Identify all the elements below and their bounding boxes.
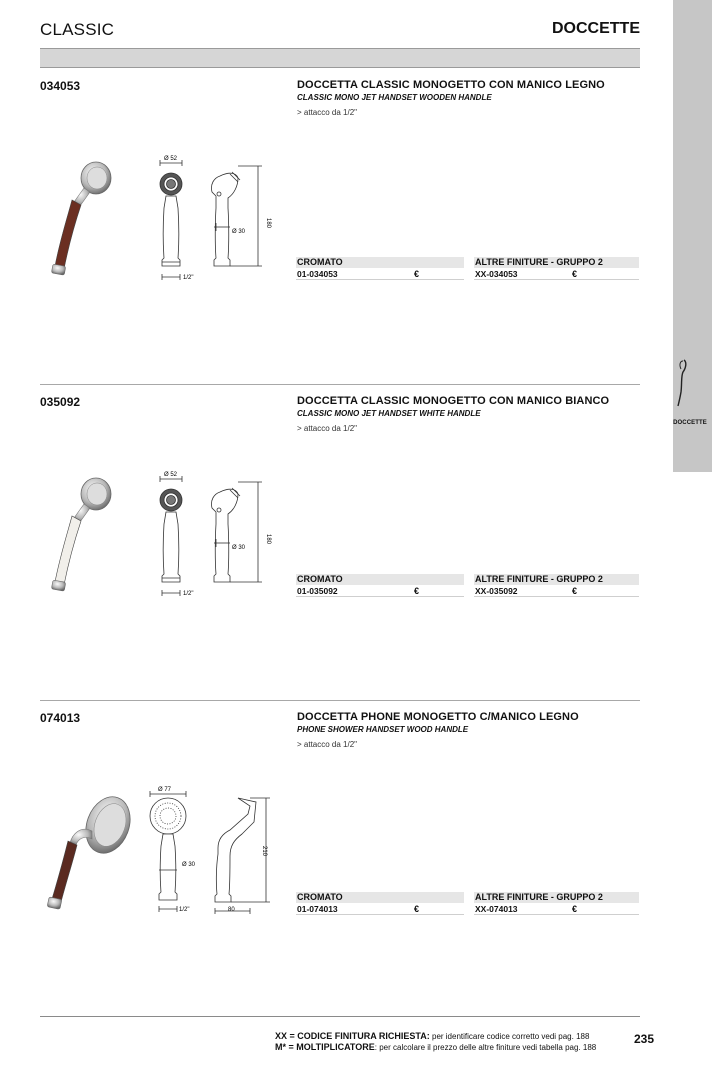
product-photo: [44, 476, 116, 601]
product-code: 035092: [40, 395, 81, 409]
price-currency: €: [414, 269, 420, 279]
section-divider: [40, 384, 640, 385]
price-row-chromed: [296, 268, 464, 280]
product-subtitle: CLASSIC MONO JET HANDSET WOODEN HANDLE: [297, 93, 492, 102]
side-tab-label: DOCCETTE: [673, 420, 707, 426]
product-title: DOCCETTA CLASSIC MONOGETTO CON MANICO LEGNO: [297, 79, 605, 91]
footer-note-xx-text: per identificare codice corretto vedi pag. 188: [429, 1032, 590, 1041]
handshower-icon: [675, 358, 689, 408]
handle-diameter-label: Ø 30: [232, 545, 246, 551]
footer-note-m-key: M* = MOLTIPLICATORE: [275, 1042, 375, 1052]
height-label: 180: [265, 534, 271, 545]
finish-other-label: ALTRE FINITURE - GRUPPO 2: [474, 892, 639, 903]
finish-chromed-label: CROMATO: [296, 892, 464, 903]
category-title: DOCCETTE: [552, 20, 640, 37]
article-code: XX-035092: [475, 586, 518, 596]
price-row-other: [474, 268, 639, 280]
price-currency: €: [572, 586, 578, 596]
thread-label: 1/2": [183, 275, 194, 281]
footer-note-m-text: : per calcolare il prezzo delle altre finiture vedi tabella pag. 188: [374, 1043, 597, 1052]
article-code: 01-074013: [297, 904, 338, 914]
finish-other-label: ALTRE FINITURE - GRUPPO 2: [474, 257, 639, 268]
product-subtitle: PHONE SHOWER HANDSET WOOD HANDLE: [297, 725, 469, 734]
finish-chromed-label: CROMATO: [296, 257, 464, 268]
head-diameter-label: Ø 77: [158, 787, 172, 793]
handle-diameter-label: Ø 30: [182, 862, 196, 868]
product-photo: [44, 160, 116, 285]
product-title: DOCCETTA PHONE MONOGETTO C/MANICO LEGNO: [297, 711, 579, 723]
section-title: CLASSIC: [40, 20, 115, 39]
technical-drawing: [150, 470, 280, 605]
price-currency: €: [572, 904, 578, 914]
price-row-other: [474, 585, 639, 597]
section-divider: [40, 700, 640, 701]
thread-label: 1/2": [179, 907, 190, 913]
footer-note-xx-key: XX = CODICE FINITURA RICHIESTA:: [275, 1031, 430, 1041]
product-connection-note: > attacco da 1/2": [297, 424, 357, 433]
product-connection-note: > attacco da 1/2": [297, 108, 357, 117]
technical-drawing: [150, 154, 280, 289]
price-currency: €: [414, 586, 420, 596]
head-diameter-label: Ø 52: [164, 156, 178, 162]
price-row-chromed: [296, 585, 464, 597]
price-row-other: [474, 903, 639, 915]
product-photo: [42, 795, 132, 920]
product-code: 034053: [40, 79, 81, 93]
price-row-chromed: [296, 903, 464, 915]
article-code: 01-034053: [297, 269, 338, 279]
price-currency: €: [572, 269, 578, 279]
finish-other-label: ALTRE FINITURE - GRUPPO 2: [474, 574, 639, 585]
thread-label: 1/2": [183, 591, 194, 597]
footer-note-xx: [275, 1031, 589, 1041]
depth-label: 80: [228, 907, 235, 913]
article-code: XX-034053: [475, 269, 518, 279]
article-code: XX-074013: [475, 904, 518, 914]
technical-drawing: [146, 784, 276, 919]
article-code: 01-035092: [297, 586, 338, 596]
height-label: 210: [261, 846, 267, 857]
product-code: 074013: [40, 711, 81, 725]
finish-chromed-label: CROMATO: [296, 574, 464, 585]
product-subtitle: CLASSIC MONO JET HANDSET WHITE HANDLE: [297, 409, 481, 418]
page-number: 235: [634, 1032, 655, 1046]
price-currency: €: [414, 904, 420, 914]
footer-note-m: [275, 1042, 596, 1052]
handle-diameter-label: Ø 30: [232, 229, 246, 235]
product-connection-note: > attacco da 1/2": [297, 740, 357, 749]
footer-divider: [40, 1016, 640, 1017]
height-label: 180: [265, 218, 271, 229]
header-bar: [40, 48, 640, 68]
product-title: DOCCETTA CLASSIC MONOGETTO CON MANICO BIANCO: [297, 395, 610, 407]
head-diameter-label: Ø 52: [164, 472, 178, 478]
